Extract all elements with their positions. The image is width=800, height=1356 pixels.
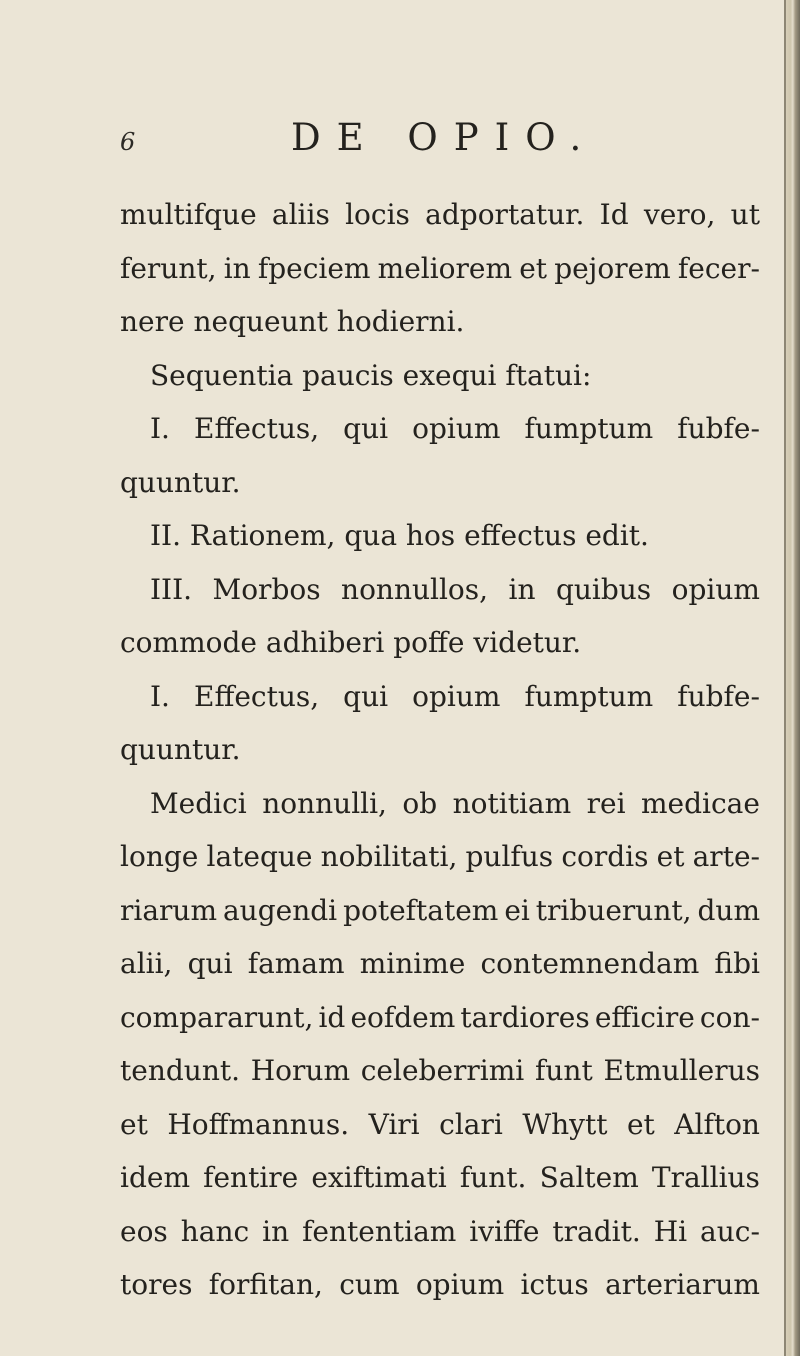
- word: poteftatem: [343, 893, 499, 927]
- page-header: [120, 116, 760, 176]
- word: exiftimati: [311, 1161, 447, 1194]
- text-line: [120, 777, 760, 831]
- word: eofdem: [350, 1000, 456, 1034]
- word: Saltem: [539, 1161, 639, 1194]
- word: pulfus: [465, 840, 554, 873]
- word: cum: [339, 1268, 400, 1301]
- text-line: Sequentia paucis exequi ftatui:: [150, 358, 592, 392]
- word: meliorem: [377, 251, 513, 285]
- word: Viri: [368, 1107, 420, 1141]
- word: Morbos: [212, 572, 321, 606]
- text-line: [120, 563, 760, 617]
- word: funt: [535, 1054, 593, 1087]
- word: minime: [359, 947, 466, 980]
- word: qui: [187, 947, 233, 980]
- text-line: [120, 1205, 760, 1259]
- word: locis: [345, 198, 410, 231]
- word: Trallius: [651, 1161, 760, 1194]
- word: in: [508, 572, 536, 606]
- text-line: [120, 242, 760, 296]
- word: rei: [586, 786, 626, 820]
- word: celeberrimi: [360, 1054, 525, 1087]
- word: Medici: [150, 786, 247, 820]
- word: ictus: [520, 1268, 589, 1301]
- word: fibi: [714, 947, 760, 980]
- word: I.: [150, 679, 170, 713]
- word: et: [656, 840, 685, 873]
- word: iviffe: [469, 1214, 540, 1248]
- word: dum: [697, 893, 760, 927]
- word: ob: [402, 786, 438, 820]
- word: arteriarum: [605, 1268, 760, 1301]
- word: in: [262, 1214, 290, 1248]
- text-line: [120, 830, 760, 884]
- word: multifque: [120, 198, 257, 231]
- text-line: [120, 1098, 760, 1152]
- text-line: [120, 188, 760, 242]
- word: opium: [412, 412, 501, 445]
- word: et: [519, 251, 548, 285]
- text-line: [120, 1151, 760, 1205]
- word: fpeciem: [257, 251, 371, 285]
- text-line: commode adhiberi poffe videtur.: [120, 626, 582, 659]
- word: adportatur.: [425, 198, 585, 231]
- text-line: [120, 1044, 760, 1098]
- word: forfitan,: [208, 1268, 323, 1301]
- word: id: [318, 1000, 346, 1034]
- word: ei: [504, 893, 530, 927]
- word: efficire: [594, 1000, 695, 1034]
- word: opium: [412, 679, 501, 713]
- word: compararunt,: [120, 1000, 314, 1034]
- word: et: [120, 1107, 148, 1141]
- word: III.: [150, 572, 193, 606]
- word: funt.: [459, 1161, 527, 1194]
- word: et: [626, 1107, 655, 1141]
- text-line: [120, 991, 760, 1045]
- word: auc-: [700, 1214, 760, 1248]
- word: fentire: [203, 1161, 299, 1194]
- word: nonnullos,: [341, 572, 489, 606]
- word: fecer-: [677, 251, 760, 285]
- word: opium: [415, 1268, 505, 1301]
- word: longe: [120, 840, 199, 873]
- word: Effectus,: [194, 679, 320, 713]
- body-text: [120, 188, 760, 1312]
- word: fubfe-: [677, 679, 760, 713]
- word: medicae: [640, 786, 760, 820]
- word: Id: [599, 198, 629, 231]
- word: famam: [247, 947, 345, 980]
- word: alii,: [120, 947, 173, 980]
- page-edge: [784, 0, 800, 1356]
- word: fumptum: [524, 679, 654, 713]
- word: Hoffmannus.: [167, 1107, 350, 1141]
- word: ferunt,: [120, 251, 217, 285]
- word: Alfton: [674, 1107, 760, 1141]
- word: idem: [120, 1161, 190, 1194]
- word: lateque: [206, 840, 313, 873]
- word: clari: [439, 1107, 503, 1141]
- word: qui: [343, 679, 389, 713]
- word: qui: [343, 412, 389, 445]
- word: Etmullerus: [603, 1054, 760, 1087]
- word: eos: [120, 1214, 168, 1248]
- word: augendi: [222, 893, 338, 927]
- word: nonnulli,: [262, 786, 387, 820]
- word: tendunt.: [120, 1054, 240, 1087]
- word: I.: [150, 412, 170, 445]
- word: riarum: [120, 893, 218, 927]
- word: fententiam: [302, 1214, 457, 1248]
- word: vero,: [643, 198, 716, 231]
- word: tardiores: [460, 1000, 590, 1034]
- text-line: quuntur.: [120, 465, 241, 499]
- text-line: [120, 670, 760, 724]
- word: fumptum: [524, 412, 654, 445]
- page-number: 6: [120, 128, 136, 156]
- word: opium: [671, 572, 760, 606]
- word: pejorem: [554, 251, 671, 285]
- word: in: [223, 251, 251, 285]
- text-line: [120, 884, 760, 938]
- word: aliis: [271, 198, 330, 231]
- word: quibus: [555, 572, 652, 606]
- text-line: quuntur.: [120, 733, 241, 766]
- word: arte-: [692, 840, 760, 873]
- word: Effectus,: [194, 412, 320, 445]
- word: nobilitati,: [320, 840, 458, 873]
- word: cordis: [561, 840, 649, 873]
- word: tores: [120, 1268, 193, 1301]
- text-line: [120, 1258, 760, 1312]
- word: Whytt: [522, 1107, 608, 1141]
- text-line: [120, 402, 760, 456]
- running-title: DE OPIO.: [291, 116, 598, 159]
- text-line: nere nequeunt hodierni.: [120, 305, 465, 338]
- word: con-: [699, 1000, 760, 1034]
- word: fubfe-: [677, 412, 760, 445]
- word: Horum: [250, 1054, 350, 1087]
- word: tribuerunt,: [535, 893, 692, 927]
- text-line: II. Rationem, qua hos effectus edit.: [150, 519, 649, 552]
- text-line: [120, 937, 760, 991]
- word: Hi: [653, 1214, 688, 1248]
- word: hanc: [180, 1214, 250, 1248]
- word: tradit.: [552, 1214, 641, 1248]
- word: notitiam: [452, 786, 572, 820]
- word: contemnendam: [480, 947, 700, 980]
- word: ut: [730, 198, 760, 231]
